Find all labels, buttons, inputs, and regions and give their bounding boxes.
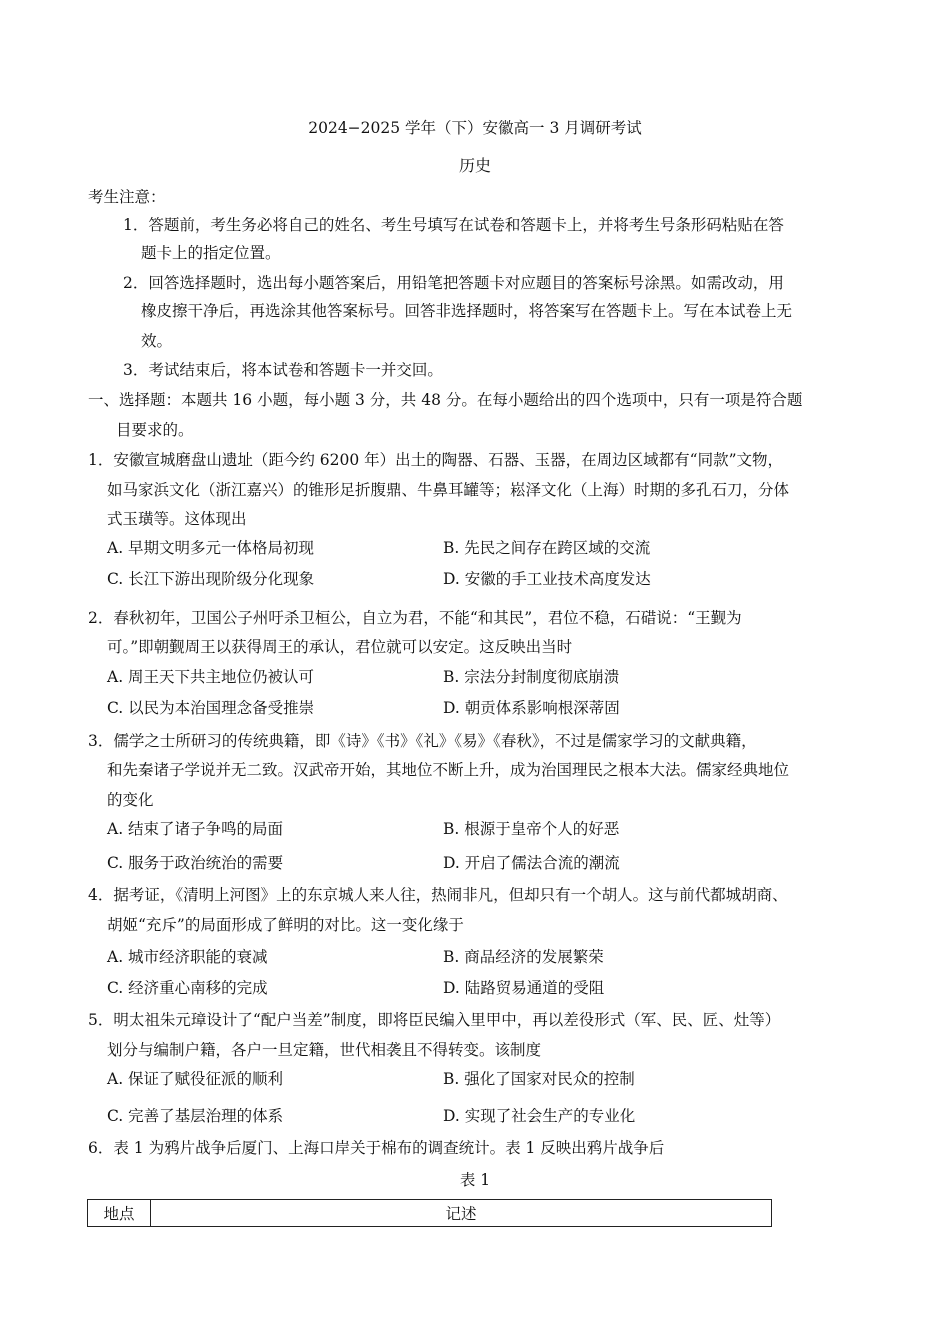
question-4-option-d: D. 陆路贸易通道的受阻	[443, 979, 605, 997]
question-3-option-c: C. 服务于政治统治的需要	[107, 854, 284, 872]
table-caption: 表 1	[459, 1171, 491, 1189]
question-3-line-2: 和先秦诸子学说并无二致。汉武帝开始，其地位不断上升，成为治国理民之根本大法。儒家经典地位	[107, 761, 790, 779]
question-4-option-a: A. 城市经济职能的衰减	[107, 948, 268, 966]
question-1-option-a: A. 早期文明多元一体格局初现	[107, 539, 315, 557]
question-5-option-a: A. 保证了赋役征派的顺利	[107, 1070, 284, 1088]
subject-title: 历史	[458, 156, 491, 175]
question-2-option-c: C. 以民为本治国理念备受推崇	[107, 699, 315, 717]
question-2-line-2: 可。”即朝觐周王以获得周王的承认，君位就可以安定。这反映出当时	[107, 638, 573, 656]
question-6-line-1: 6．表 1 为鸦片战争后厦门、上海口岸关于棉布的调查统计。表 1 反映出鸦片战争后	[88, 1139, 665, 1157]
notice-heading: 考生注意：	[88, 188, 166, 206]
notice-item-2-line-2: 橡皮擦干净后，再选涂其他答案标号。回答非选择题时，将答案写在答题卡上。写在本试卷上无	[141, 302, 793, 320]
question-3-option-b: B. 根源于皇帝个人的好恶	[443, 820, 620, 838]
notice-item-2-line-3: 效。	[141, 332, 173, 350]
question-1-option-b: B. 先民之间存在跨区域的交流	[443, 539, 651, 557]
question-5-option-b: B. 强化了国家对民众的控制	[443, 1070, 635, 1088]
notice-item-1-line-2: 题卡上的指定位置。	[141, 244, 281, 262]
notice-item-1-line-1: 1．答题前，考生务必将自己的姓名、考生号填写在试卷和答题卡上，并将考生号条形码粘贴在答	[123, 216, 784, 234]
table-header-location: 地点	[88, 1200, 151, 1227]
question-5-line-1: 5．明太祖朱元璋设计了“配户当差”制度，即将臣民编入里甲中，再以差役形式（军、民、匠、灶等）	[88, 1011, 781, 1029]
table-1	[87, 1199, 772, 1227]
question-5-option-d: D. 实现了社会生产的专业化	[443, 1107, 636, 1125]
question-1-option-d: D. 安徽的手工业技术高度发达	[443, 570, 651, 588]
question-5-line-2: 划分与编制户籍，各户一旦定籍，世代相袭且不得转变。该制度	[107, 1041, 542, 1059]
section-1-heading-cont: 目要求的。	[116, 421, 194, 439]
question-1-line-1: 1．安徽宣城磨盘山遗址（距今约 6200 年）出土的陶器、石器、玉器，在周边区域都有“同款”文物，	[88, 451, 784, 469]
table-header-row	[88, 1200, 772, 1227]
question-3-line-3: 的变化	[107, 791, 154, 809]
question-4-line-1: 4．据考证，《清明上河图》上的东京城人来人往，热闹非凡，但却只有一个胡人。这与前代都城胡商、	[88, 886, 788, 904]
question-4-option-b: B. 商品经济的发展繁荣	[443, 948, 604, 966]
question-4-option-c: C. 经济重心南移的完成	[107, 979, 268, 997]
question-3-line-1: 3．儒学之士所研习的传统典籍，即《诗》《书》《礼》《易》《春秋》，不过是儒家学习的文献典籍，	[88, 732, 757, 750]
question-1-option-c: C. 长江下游出现阶级分化现象	[107, 570, 315, 588]
question-1-line-2: 如马家浜文化（浙江嘉兴）的锥形足折腹鼎、牛鼻耳罐等；崧泽文化（上海）时期的多孔石刀，分体	[107, 481, 790, 499]
notice-item-2-line-1: 2．回答选择题时，选出每小题答案后，用铅笔把答题卡对应题目的答案标号涂黑。如需改动，用	[123, 274, 784, 292]
question-5-option-c: C. 完善了基层治理的体系	[107, 1107, 284, 1125]
question-2-option-b: B. 宗法分封制度彻底崩溃	[443, 668, 620, 686]
notice-item-3: 3．考试结束后，将本试卷和答题卡一并交回。	[123, 361, 443, 379]
question-2-option-a: A. 周王天下共主地位仍被认可	[107, 668, 315, 686]
question-1-line-3: 式玉璜等。这体现出	[107, 510, 247, 528]
question-3-option-a: A. 结束了诸子争鸣的局面	[107, 820, 284, 838]
question-2-line-1: 2．春秋初年，卫国公子州吁杀卫桓公，自立为君，不能“和其民”，君位不稳，石碏说：“王觐为	[88, 609, 742, 627]
section-1-heading: 一、选择题：本题共 16 小题，每小题 3 分，共 48 分。在每小题给出的四个选项中，只有一项是符合题	[88, 391, 803, 409]
table-header-record: 记述	[151, 1200, 772, 1227]
question-3-option-d: D. 开启了儒法合流的潮流	[443, 854, 620, 872]
exam-title: 2024−2025 学年（下）安徽高一 3 月调研考试	[308, 119, 642, 137]
question-4-line-2: 胡姬“充斥”的局面形成了鲜明的对比。这一变化缘于	[107, 916, 464, 934]
question-2-option-d: D. 朝贡体系影响根深蒂固	[443, 699, 620, 717]
